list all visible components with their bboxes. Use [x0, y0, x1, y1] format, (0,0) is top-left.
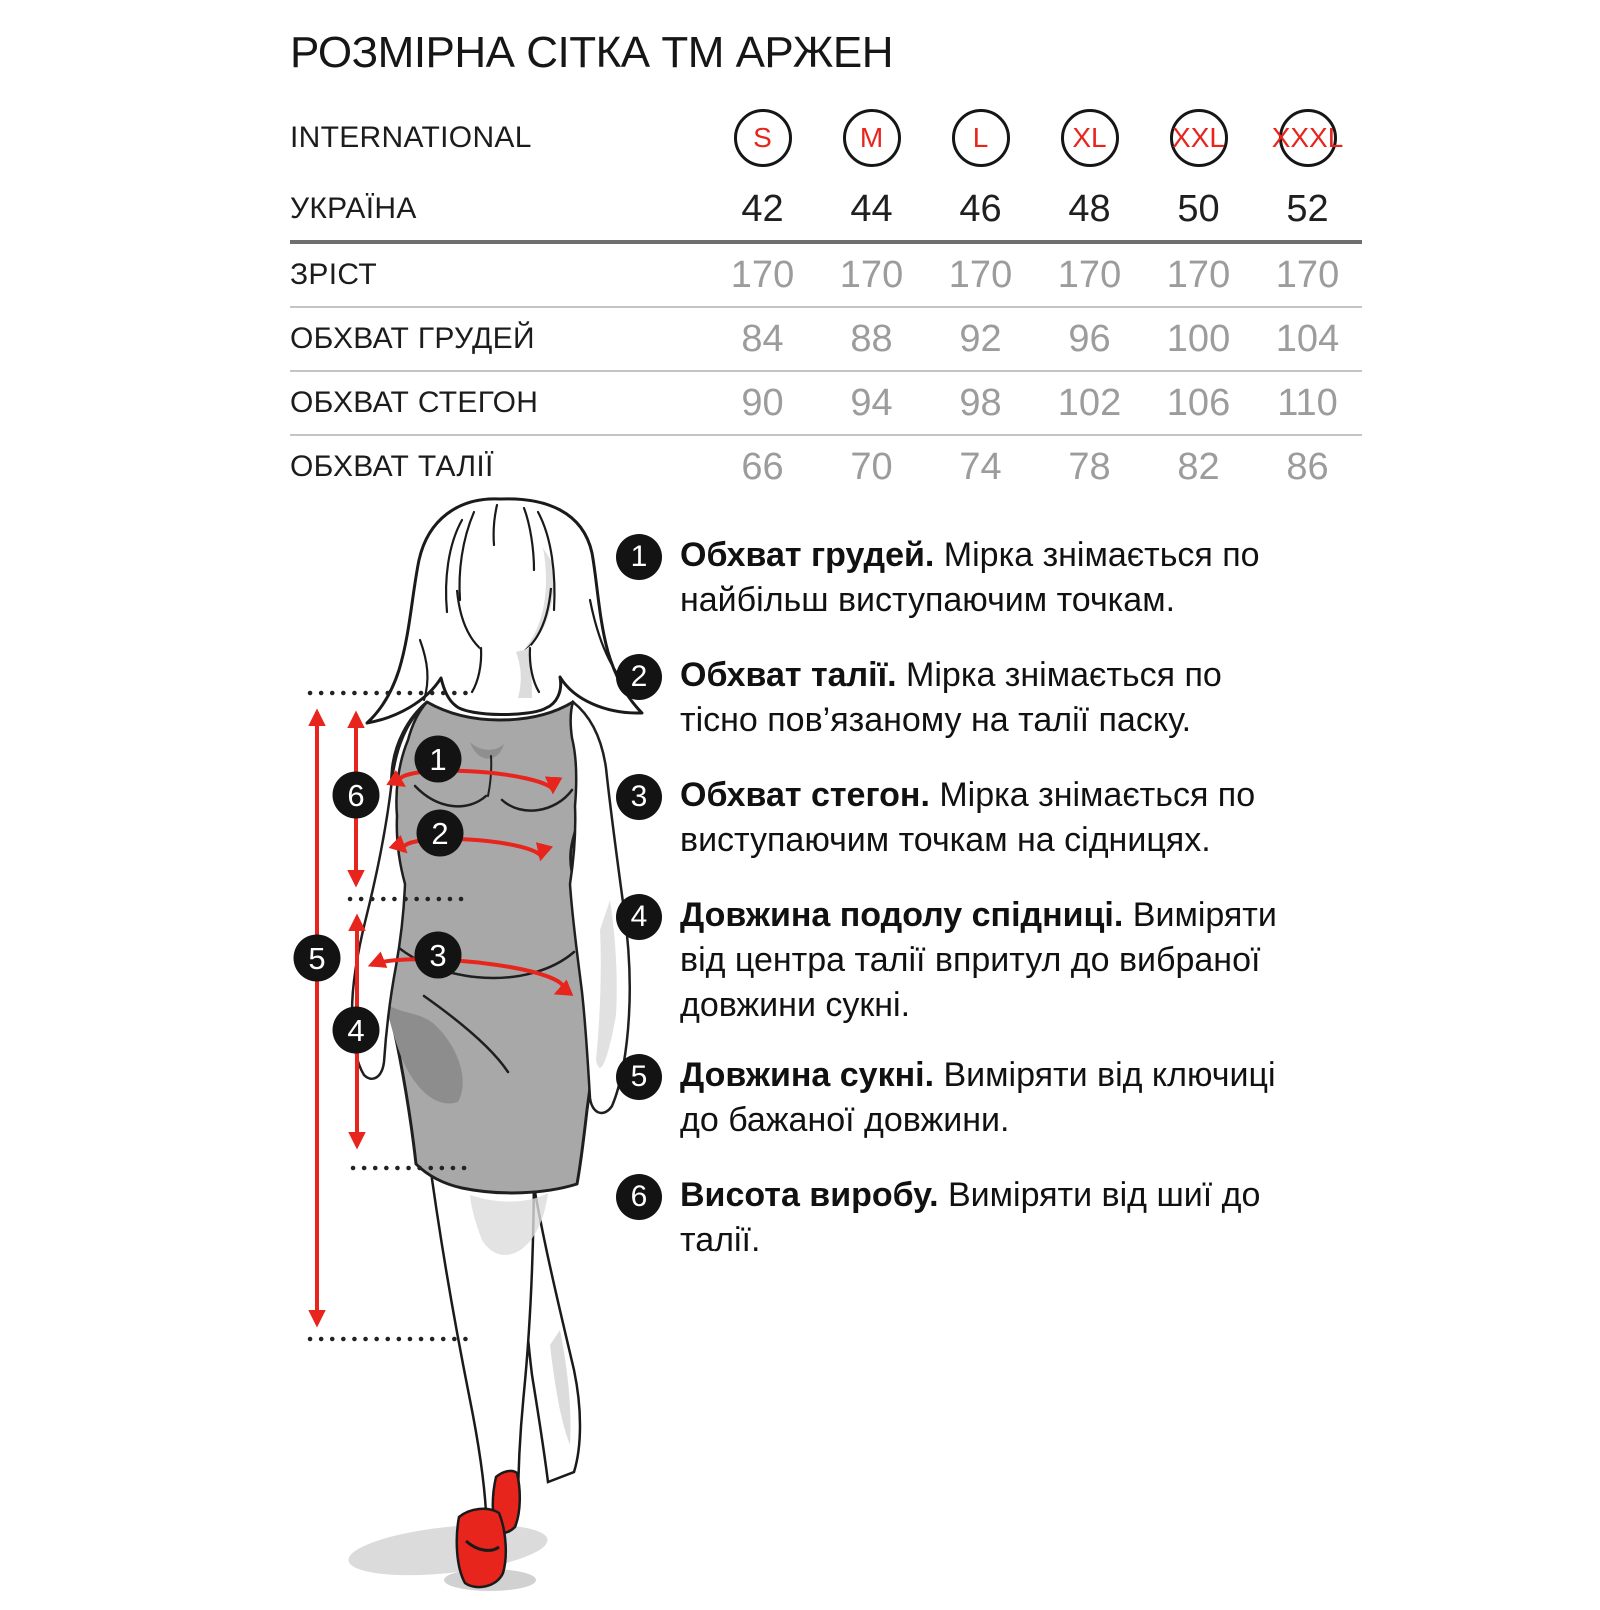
row-label-waist: ОБХВАТ ТАЛІЇ [290, 450, 494, 483]
page-title: РОЗМІРНА СІТКА ТМ АРЖЕН [290, 28, 894, 77]
ground-shadow [346, 1517, 550, 1591]
table-cell: 170 [730, 253, 795, 296]
legend-item-product-height [616, 1173, 1285, 1263]
table-cell: 170 [1275, 253, 1340, 296]
figure-legs [428, 1150, 580, 1512]
legend-text [680, 773, 1285, 863]
legend-badge-6: 6 [616, 1174, 662, 1220]
legend-item-bust [616, 533, 1285, 623]
table-cell: 94 [850, 381, 893, 424]
table-cell: 98 [959, 381, 1002, 424]
table-cell: 90 [741, 381, 784, 424]
legend-item-hips [616, 773, 1285, 863]
size-badge-xxl [1170, 109, 1228, 167]
legend-text [680, 533, 1285, 623]
marker-5-dress-length [294, 935, 341, 982]
legend-desc: Виміряти від ключиці до бажаної довжини. [680, 1056, 1276, 1139]
table-cell: 44 [850, 187, 893, 230]
figure-head [367, 499, 642, 723]
marker-number: 1 [429, 742, 447, 777]
marker-3-hips [415, 932, 462, 979]
legend-term: Висота виробу. [680, 1176, 939, 1214]
table-row-international [290, 98, 1362, 178]
marker-number: 3 [429, 938, 447, 973]
size-badge-label: M [859, 122, 884, 153]
table-cell: 96 [1068, 317, 1111, 360]
size-badge-label: XXXL [1271, 122, 1344, 153]
legend-term: Довжина подолу спідниці. [680, 896, 1124, 934]
table-row-ukraine [290, 178, 1362, 240]
legend-text [680, 653, 1285, 743]
row-label-height: ЗРІСТ [290, 258, 377, 291]
table-cell: 48 [1068, 187, 1111, 230]
legend-badge-2: 2 [616, 654, 662, 700]
table-cell: 106 [1166, 381, 1231, 424]
marker-number: 2 [431, 816, 449, 851]
legend-term: Обхват стегон. [680, 776, 930, 814]
marker-6-bodice-height [333, 772, 380, 819]
table-cell: 52 [1286, 187, 1329, 230]
legend-item-dress-length [616, 1053, 1285, 1143]
table-cell: 170 [1057, 253, 1122, 296]
table-cell: 66 [741, 445, 784, 488]
table-cell: 50 [1177, 187, 1220, 230]
legend-desc: Виміряти від шиї до талії. [680, 1176, 1261, 1259]
table-cell: 42 [741, 187, 784, 230]
table-row-chest [290, 306, 1362, 370]
table-cell: 86 [1286, 445, 1329, 488]
size-badge-xxxl [1271, 109, 1344, 167]
size-badge-s [734, 109, 792, 167]
table-cell: 88 [850, 317, 893, 360]
legend-term: Обхват талії. [680, 656, 897, 694]
row-label-international: INTERNATIONAL [290, 121, 532, 154]
table-cell: 100 [1166, 317, 1231, 360]
size-badge-xl [1061, 109, 1119, 167]
size-badge-label: XL [1072, 122, 1107, 153]
legend-text [680, 1173, 1285, 1263]
legend-term: Довжина сукні. [680, 1056, 935, 1094]
legend-desc: Мірка знімається по виступаючим точкам на сідницях. [680, 776, 1256, 859]
table-cell: 46 [959, 187, 1002, 230]
legend-term: Обхват грудей. [680, 536, 935, 574]
marker-number: 5 [308, 941, 326, 976]
table-cell: 104 [1275, 317, 1340, 360]
row-label-ukraine: УКРАЇНА [290, 192, 417, 225]
marker-4-skirt-length [333, 1007, 380, 1054]
row-label-hips: ОБХВАТ СТЕГОН [290, 386, 539, 419]
marker-1-bust [415, 736, 462, 783]
table-cell: 170 [948, 253, 1013, 296]
table-cell: 170 [839, 253, 904, 296]
table-row-height [290, 240, 1362, 306]
legend-text [680, 893, 1285, 1028]
size-badge-label: L [972, 122, 989, 153]
marker-number: 4 [347, 1013, 365, 1048]
table-row-hips [290, 370, 1362, 434]
size-badge-label: XXL [1172, 122, 1225, 153]
legend-badge-1: 1 [616, 534, 662, 580]
table-cell: 110 [1277, 381, 1338, 424]
legend-text [680, 1053, 1285, 1143]
size-badge-m [843, 109, 901, 167]
table-cell: 70 [850, 445, 893, 488]
legend-badge-3: 3 [616, 774, 662, 820]
table-cell: 170 [1166, 253, 1231, 296]
size-table [290, 98, 1362, 498]
legend-desc: Мірка знімається по найбільш виступаючим точкам. [680, 536, 1260, 619]
table-cell: 74 [959, 445, 1002, 488]
size-badge-label: S [753, 122, 772, 153]
legend-item-waist [616, 653, 1285, 743]
legend-desc: Мірка знімається по тісно пов’язаному на талії паску. [680, 656, 1222, 739]
table-row-waist [290, 434, 1362, 498]
table-cell: 78 [1068, 445, 1111, 488]
table-cell: 92 [959, 317, 1002, 360]
legend-badge-4: 4 [616, 894, 662, 940]
legend-desc: Виміряти від центра талії впритул до вибраної довжини сукні. [680, 896, 1277, 1024]
size-badge-l [952, 109, 1010, 167]
marker-2-waist [417, 810, 464, 857]
table-cell: 82 [1177, 445, 1220, 488]
table-cell: 84 [741, 317, 784, 360]
table-cell: 102 [1057, 381, 1122, 424]
legend-item-skirt-length [616, 893, 1285, 1028]
legend-badge-5: 5 [616, 1054, 662, 1100]
row-label-chest: ОБХВАТ ГРУДЕЙ [290, 322, 535, 355]
marker-number: 6 [347, 778, 365, 813]
